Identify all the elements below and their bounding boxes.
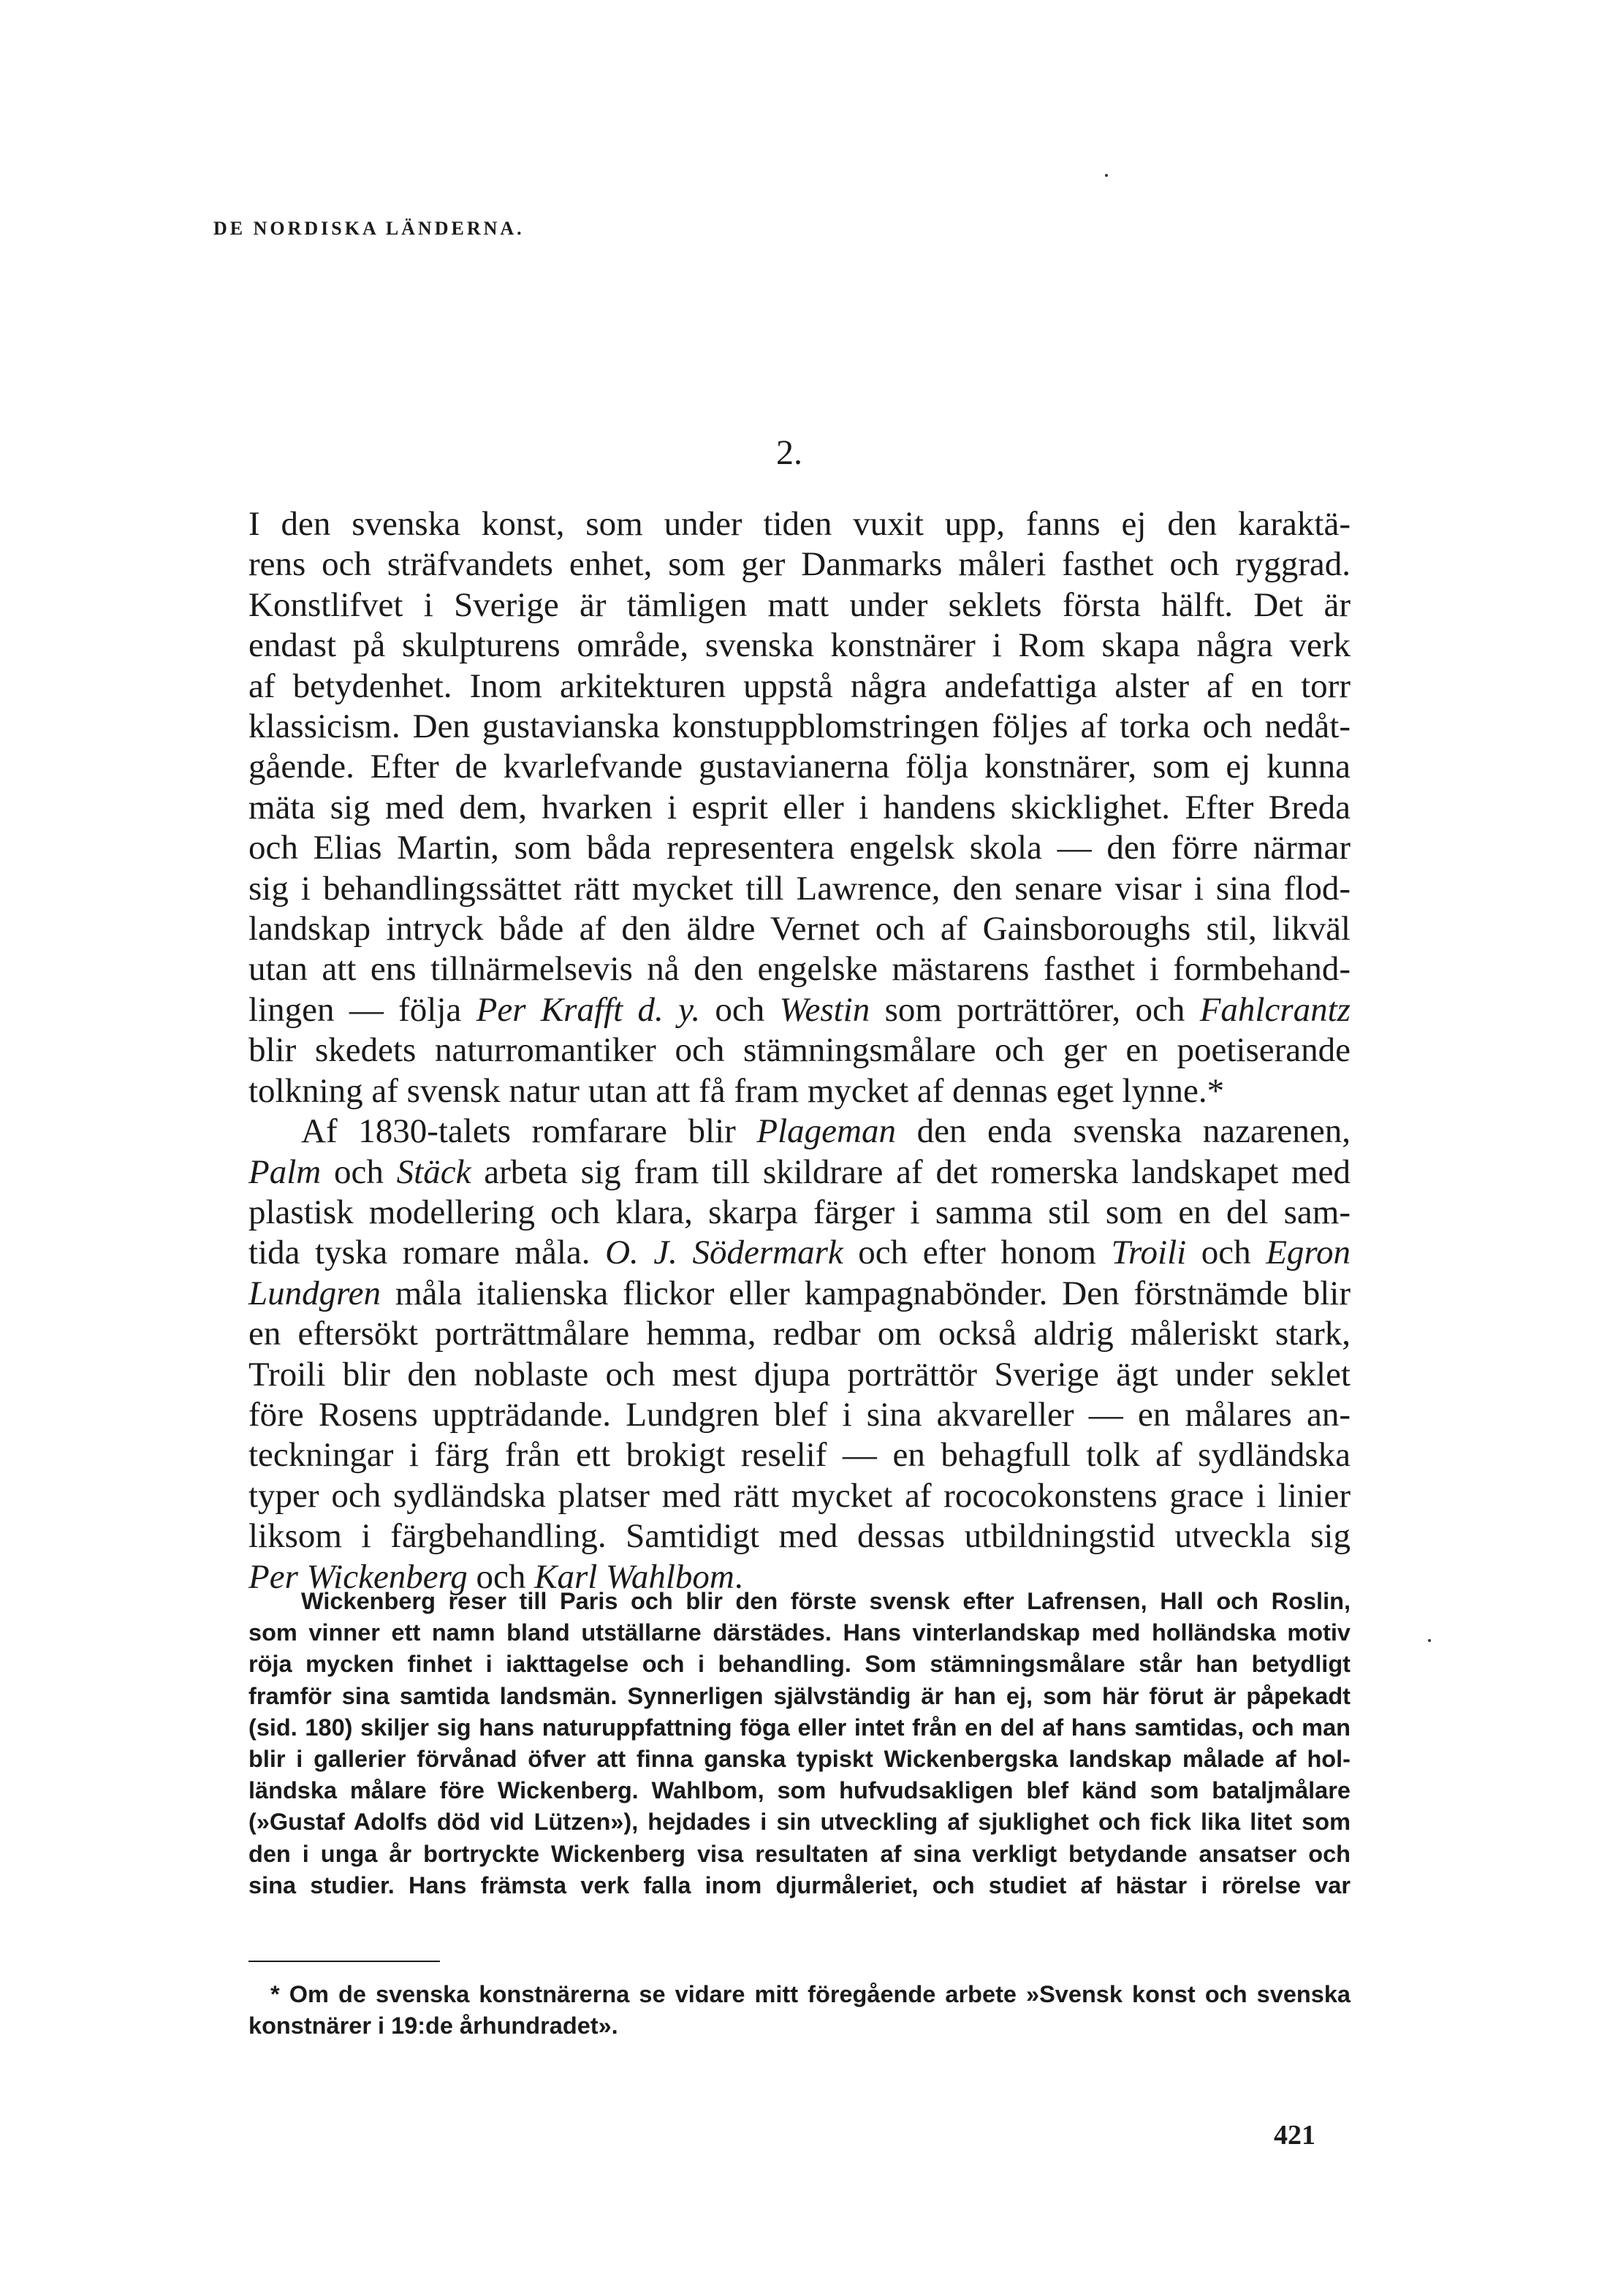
main-text-line: rens och sträfvandets enhet, som ger Danmarks måleri fasthet och ryggrad. [248, 545, 1351, 584]
main-text-line: teckningar i färg från ett brokigt reselif — en behagfull tolk af sydländska [248, 1436, 1351, 1475]
small-print-line: sina studier. Hans främsta verk falla inom djurmåleriet, och studiet af hästar i rörelse var [248, 1871, 1351, 1898]
section-number: 2. [776, 433, 802, 472]
main-text-line: utan att ens tillnärmelsevis nå den engelske mästarens fasthet i formbehand- [248, 950, 1351, 989]
main-text-line: endast på skulpturens område, svenska konstnärer i Rom skapa några verk [248, 626, 1351, 665]
main-text-line: mäta sig med dem, hvarken i esprit eller i handens skicklighet. Efter Breda [248, 788, 1351, 826]
main-text-line: tolkning af svensk natur utan att få fram mycket af dennas eget lynne.* [248, 1071, 1225, 1110]
main-text-line: tida tyska romare måla. O. J. Södermark och efter honom Troili och Egron [248, 1233, 1351, 1272]
main-text-line: landskap intryck både af den äldre Vernet och af Gainsboroughs stil, likväl [248, 910, 1351, 949]
main-text-line: I den svenska konst, som under tiden vuxit upp, fanns ej den karaktä- [248, 505, 1351, 543]
page-number: 421 [1274, 2120, 1315, 2151]
main-text-line: Palm och Stäck arbeta sig fram till skildrare af det romerska landskapet med [248, 1152, 1351, 1191]
footnote-line: * Om de svenska konstnärerna se vidare mitt föregående arbete »Svensk konst och svenska [270, 1981, 1351, 2007]
small-print-line: blir i gallerier förvånad öfver att finna ganska typiskt Wickenbergska landskap målade af hol- [248, 1746, 1351, 1773]
scan-speck [1428, 1639, 1431, 1642]
small-print-block [248, 1586, 1351, 1901]
main-text-line: klassicism. Den gustavianska konstuppblomstringen följes af torka och nedåt- [248, 707, 1351, 746]
small-print-line: som vinner ett namn bland utställarne därstädes. Hans vinterlandskap med holländska motiv [248, 1619, 1351, 1646]
running-head: DE NORDISKA LÄNDERNA. [213, 218, 525, 239]
small-print-line: (sid. 180) skiljer sig hans naturuppfattning föga eller intet från en del af hans samtidas, och man [248, 1714, 1351, 1741]
main-text-line: Per Wickenberg och Karl Wahlbom. [248, 1557, 743, 1596]
footnote-block [248, 1979, 1351, 2042]
main-text-line: gående. Efter de kvarlefvande gustavianerna följa konstnärer, som ej kunna [248, 748, 1351, 786]
main-text-line: lingen — följa Per Krafft d. y. och Westin som porträttörer, och Fahlcrantz [248, 990, 1351, 1029]
small-print-line: röja mycken finhet i iakttagelse och i behandling. Som stämningsmålare står han betydligt [248, 1651, 1351, 1678]
main-text-line: af betydenhet. Inom arkitekturen uppstå några andefattiga alster af en torr [248, 666, 1351, 705]
main-text-line: före Rosens uppträdande. Lundgren blef i sina akvareller — en målares an- [248, 1395, 1351, 1434]
small-print-line: (»Gustaf Adolfs död vid Lützen»), hejdades i sin utveckling af sjuklighet och fick lika litet som [248, 1809, 1351, 1836]
main-text-line: typer och sydländska platser med rätt mycket af rococokonstens grace i linier [248, 1476, 1351, 1515]
main-text-line: blir skedets naturromantiker och stämningsmålare och ger en poetiserande [248, 1031, 1351, 1070]
main-text-line: en eftersökt porträttmålare hemma, redbar om också aldrig måleriskt stark, [248, 1315, 1351, 1353]
main-text-line: Troili blir den noblaste och mest djupa porträttör Sverige ägt under seklet [248, 1355, 1351, 1394]
small-print-line: ländska målare före Wickenberg. Wahlbom, som hufvudsakligen blef känd som bataljmålare [248, 1777, 1351, 1804]
small-print-line: den i unga år bortryckte Wickenberg visa resultaten af sina verkligt betydande ansatser och [248, 1840, 1351, 1867]
main-text-line: plastisk modellering och klara, skarpa färger i samma stil som en del sam- [248, 1193, 1351, 1231]
scan-speck [1105, 174, 1108, 177]
small-print-line: Wickenberg reser till Paris och blir den förste svensk efter Lafrensen, Hall och Roslin, [301, 1588, 1351, 1614]
main-text-line: Lundgren måla italienska flickor eller kampagnabönder. Den förstnämde blir [248, 1274, 1351, 1312]
main-text-block [248, 504, 1351, 1597]
small-print-line: framför sina samtida landsmän. Synnerligen självständig är han ej, som här förut är påpekadt [248, 1682, 1351, 1709]
main-text-line: liksom i färgbehandling. Samtidigt med dessas utbildningstid utveckla sig [248, 1517, 1351, 1556]
main-text-line: och Elias Martin, som båda representera engelsk skola — den förre närmar [248, 829, 1351, 867]
main-text-line: Konstlifvet i Sverige är tämligen matt under seklets första hälft. Det är [248, 585, 1351, 624]
footnote-line: konstnärer i 19:de århundradet». [248, 2012, 618, 2039]
main-text-line: sig i behandlingssättet rätt mycket till Lawrence, den senare visar i sina flod- [248, 869, 1351, 908]
main-text-line: Af 1830-talets romfarare blir Plageman den enda svenska nazarenen, [301, 1112, 1351, 1151]
footnote-rule [248, 1961, 440, 1962]
